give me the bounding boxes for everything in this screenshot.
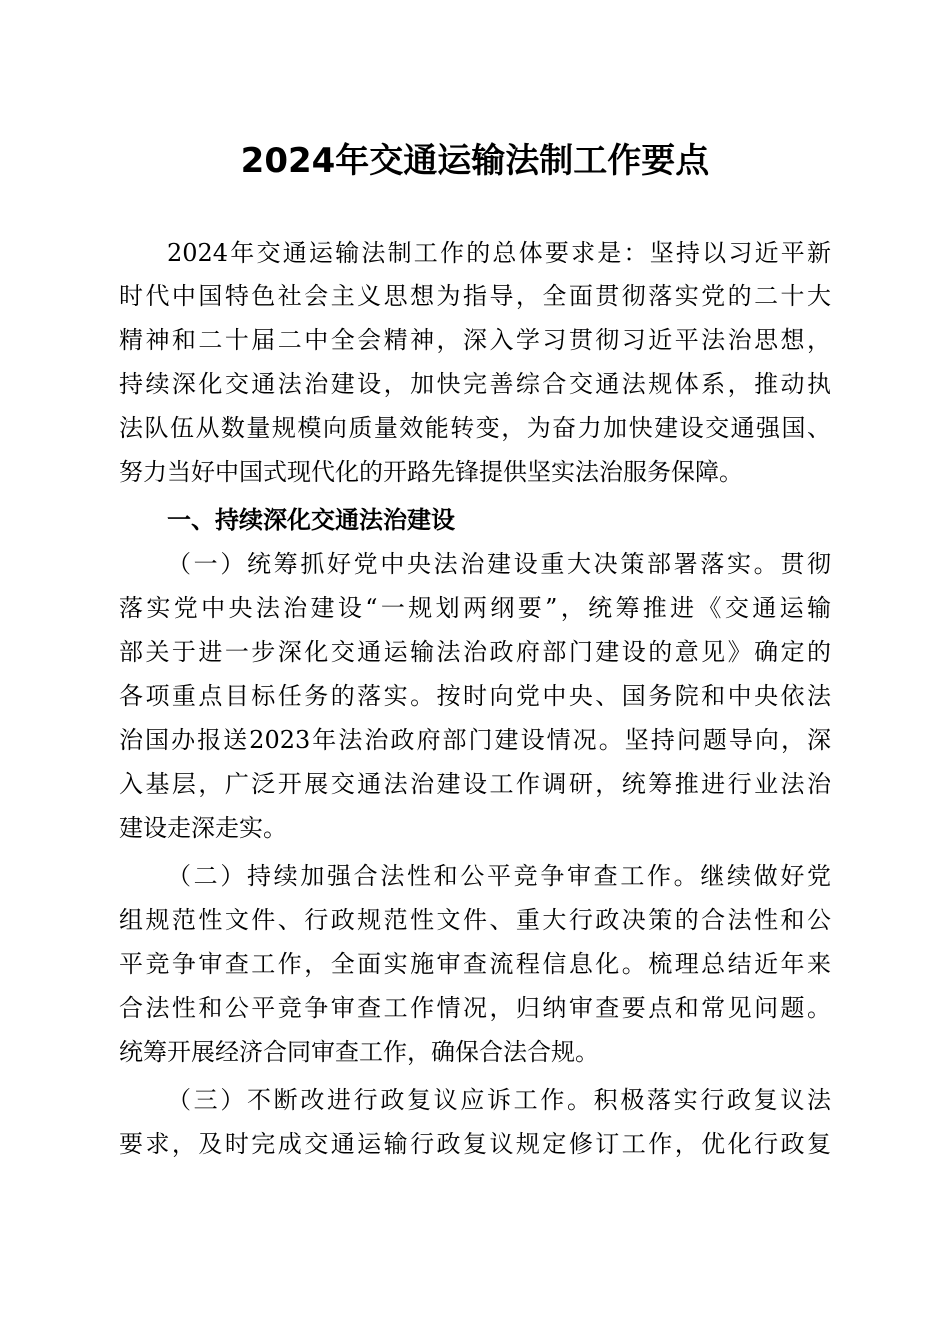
item2-line: 统筹开展经济合同审查工作，确保合法合规。 xyxy=(119,1038,599,1066)
item2-line: 平竞争审查工作，全面实施审查流程信息化。梳理总结近年来 xyxy=(119,950,831,978)
item2-line: 合法性和公平竞争审查工作情况，归纳审查要点和常见问题。 xyxy=(119,994,831,1022)
item1-line: 部关于进一步深化交通运输法治政府部门建设的意见》确定的 xyxy=(119,638,831,666)
item1-line: 治国办报送2023年法治政府部门建设情况。坚持问题导向，深 xyxy=(119,726,831,754)
item1-line: 落实党中央法治建设“一规划两纲要”，统筹推进《交通运输 xyxy=(119,594,831,622)
item1-line: 入基层，广泛开展交通法治建设工作调研，统筹推进行业法治 xyxy=(119,770,831,798)
intro-line: 持续深化交通法治建设，加快完善综合交通法规体系，推动执 xyxy=(119,370,831,398)
item1-line: （一）统筹抓好党中央法治建设重大决策部署落实。贯彻 xyxy=(167,550,831,578)
intro-line: 法队伍从数量规模向质量效能转变，为奋力加快建设交通强国、 xyxy=(119,414,831,442)
item2-line: 组规范性文件、行政规范性文件、重大行政决策的合法性和公 xyxy=(119,906,831,934)
intro-line: 时代中国特色社会主义思想为指导，全面贯彻落实党的二十大 xyxy=(119,282,831,310)
document-title: 2024年交通运输法制工作要点 xyxy=(240,141,710,181)
item2-line: （二）持续加强合法性和公平竞争审查工作。继续做好党 xyxy=(167,862,831,890)
item3-line: 要求，及时完成交通运输行政复议规定修订工作，优化行政复 xyxy=(119,1130,831,1158)
item1-line: 建设走深走实。 xyxy=(119,814,287,842)
item3-line: （三）不断改进行政复议应诉工作。积极落实行政复议法 xyxy=(167,1086,831,1114)
intro-line: 精神和二十届二中全会精神，深入学习贯彻习近平法治思想， xyxy=(119,326,831,354)
item1-line: 各项重点目标任务的落实。按时向党中央、国务院和中央依法 xyxy=(119,682,831,710)
intro-line: 2024年交通运输法制工作的总体要求是：坚持以习近平新 xyxy=(167,239,831,267)
section-heading: 一、持续深化交通法治建设 xyxy=(167,506,455,534)
intro-line: 努力当好中国式现代化的开路先锋提供坚实法治服务保障。 xyxy=(119,458,743,486)
